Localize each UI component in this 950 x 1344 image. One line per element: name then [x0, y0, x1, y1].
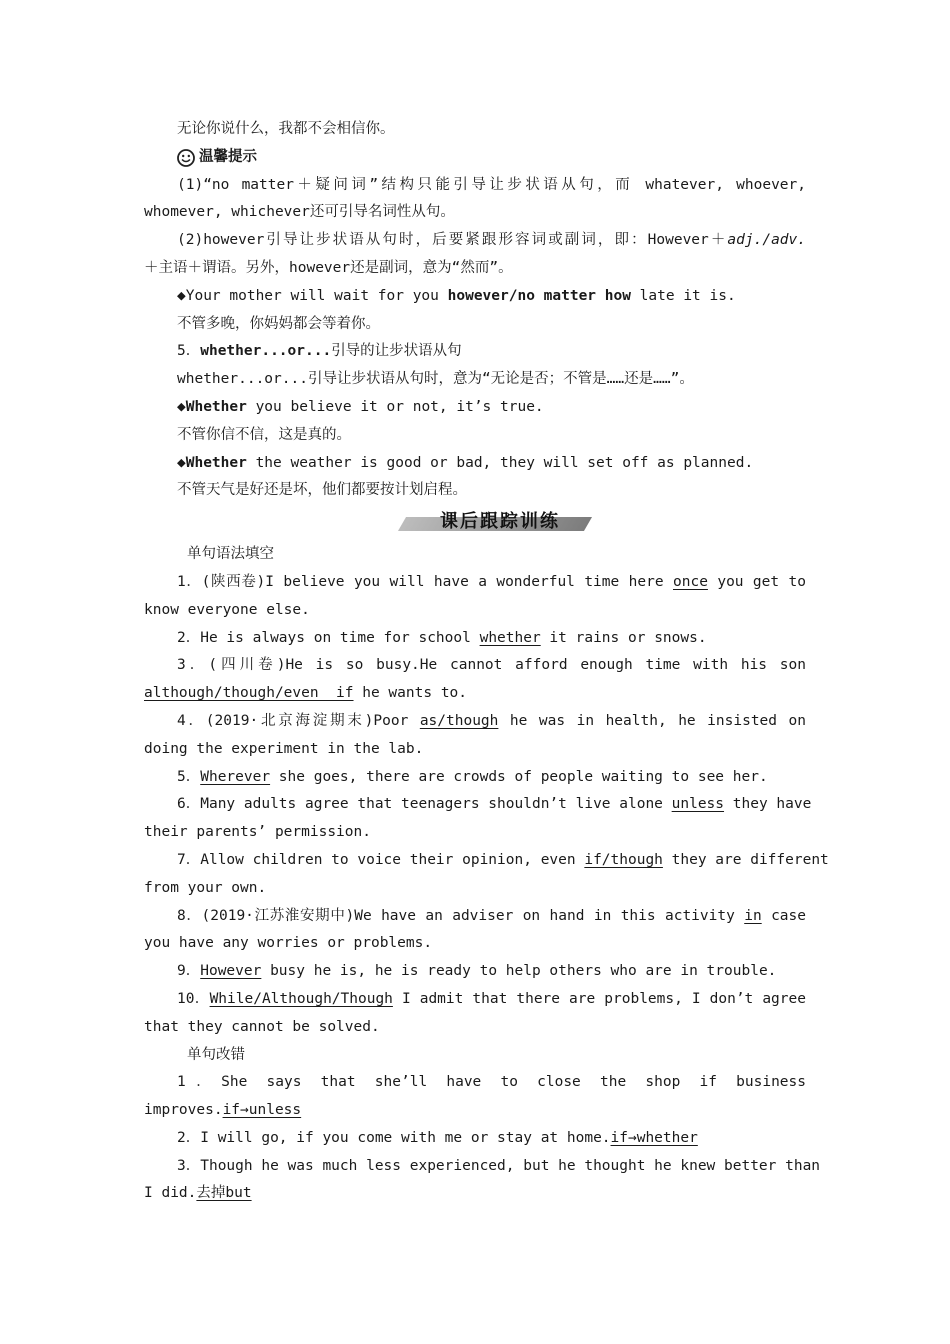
point5-example-1	[144, 394, 806, 422]
point5-example-2	[144, 450, 806, 478]
q9-answer: However	[200, 963, 262, 980]
example-translation: 无论你说什么，我都不会相信你。	[177, 121, 395, 137]
q8-answer: in	[744, 907, 762, 924]
point5-number: 5．	[177, 343, 201, 360]
q6-text-end: they have	[724, 796, 812, 813]
tip-heading	[144, 144, 806, 172]
correct-c2	[144, 1125, 806, 1153]
q9-number: 9．	[177, 963, 201, 980]
banner-title: 课后跟踪训练	[440, 511, 560, 533]
fill-q3-line-1: 3．(四川卷)He is so busy.He cannot afford enough time with his son	[177, 657, 806, 674]
tip-paragraph-2-line-2: ＋主语＋谓语。另外，however还是副词，意为“然而”。	[144, 259, 513, 276]
tip-paragraph-1-line-1: (1)“no matter＋疑问词”结构只能引导让步状语从句，而 whatever, whoever,	[177, 176, 806, 193]
q7-text: 7．Allow children to voice their opinion, even	[177, 851, 585, 868]
q3-answer: although/though/even if	[144, 685, 354, 702]
section-banner	[144, 505, 806, 541]
correct-c3-line-2	[144, 1180, 806, 1208]
q7-answer: if/though	[584, 851, 663, 868]
q1-answer: once	[673, 573, 708, 590]
q8-text-end: case	[761, 907, 806, 924]
c2-answer: if→whether	[610, 1129, 698, 1146]
q2-answer: whether	[479, 629, 541, 646]
q9-text-end: busy he is, he is ready to help others who are in trouble.	[261, 963, 777, 980]
q4-answer: as/though	[419, 712, 499, 729]
fill-q10-line-1	[144, 986, 806, 1014]
q8-text: 8．(2019·江苏淮安期中)We have an adviser on hand in this activity	[177, 907, 745, 924]
banner-graphic	[402, 509, 588, 535]
bullet: ◆	[177, 454, 186, 471]
tip-p2-italic: adj./adv.	[727, 232, 806, 249]
q5-number: 5．	[177, 768, 201, 785]
point5-example-1-rest: you believe it or not, it’s true.	[246, 398, 544, 415]
q2-text-end: it rains or snows.	[540, 629, 707, 646]
fill-q6-line-2: their parents’ permission.	[144, 824, 371, 841]
q5-text-end: she goes, there are crowds of people waiting to see her.	[270, 768, 768, 785]
page-content	[144, 116, 829, 1208]
tip-example	[144, 283, 806, 311]
tip-heading-text: 温馨提示	[199, 148, 257, 165]
c1-text: improves.	[144, 1102, 223, 1119]
correct-c1-line-2	[144, 1097, 806, 1125]
fill-q9	[144, 958, 806, 986]
tip-example-end: late it is.	[630, 287, 736, 304]
q2-text: 2．He is always on time for school	[177, 629, 480, 646]
tip-example-translation: 不管多晚，你妈妈都会等着你。	[177, 315, 380, 332]
c3-text: I did.	[144, 1185, 197, 1202]
tip-paragraph-1-line-2: whomever, whichever还可引导名词性从句。	[144, 204, 455, 221]
fill-q8-line-2: you have any worries or problems.	[144, 935, 433, 952]
q3-text-end: he wants to.	[353, 685, 468, 702]
tip-p2-text: (2)however引导让步状语从句时，后要紧跟形容词或副词，即：However＋	[177, 232, 728, 249]
c3-answer: 去掉but	[196, 1185, 252, 1202]
point5-keyword: whether...or...	[200, 343, 332, 360]
point5-example-2-translation: 不管天气是好还是坏，他们都要按计划启程。	[177, 482, 467, 499]
fill-q1-line-2: know everyone else.	[144, 601, 310, 618]
point5-title: 引导的让步状语从句	[331, 343, 462, 360]
fill-q6-line-1	[144, 791, 812, 819]
point5-example-1-translation: 不管你信不信，这是真的。	[177, 426, 351, 443]
c2-text: 2．I will go, if you come with me or stay at home.	[177, 1129, 611, 1146]
tip-example-start: ◆Your mother will wait for you	[177, 287, 448, 304]
q7-text-end: they are different	[662, 851, 829, 868]
c1-answer: if→unless	[222, 1102, 302, 1119]
fill-q10-line-2: that they cannot be solved.	[144, 1018, 380, 1035]
point5-description: whether...or...引导让步状语从句时，意为“无论是否；不管是……还是……”。	[177, 371, 694, 388]
fill-q2	[144, 625, 806, 653]
q5-answer: Wherever	[200, 768, 271, 785]
fill-q4-line-1	[144, 708, 806, 736]
q6-answer: unless	[671, 796, 725, 813]
q10-text-end: I admit that there are problems, I don’t agree	[392, 990, 806, 1007]
point5-example-1-bold: Whether	[185, 398, 247, 415]
fill-q7-line-1	[144, 847, 829, 875]
fill-q1-line-1	[144, 569, 806, 597]
fill-section-heading: 单句语法填空	[187, 546, 274, 563]
smiley-icon	[177, 149, 195, 167]
fill-q8-line-1	[144, 903, 806, 931]
correct-c1-line-1: 1．She says that she’ll have to close the shop if business	[177, 1074, 806, 1091]
point5-example-2-bold: Whether	[185, 454, 247, 471]
q1-text: 1．(陕西卷)I believe you will have a wonderful time here	[177, 573, 673, 590]
point5-example-2-rest: the weather is good or bad, they will set off as planned.	[246, 454, 754, 471]
bullet: ◆	[177, 398, 186, 415]
tip-paragraph-2-line-1	[144, 227, 806, 255]
fill-q3-line-2	[144, 680, 806, 708]
correct-c3-line-1: 3．Though he was much less experienced, but he thought he knew better than	[177, 1157, 821, 1174]
q6-text: 6．Many adults agree that teenagers shouldn’t live alone	[177, 796, 672, 813]
fill-q4-line-2: doing the experiment in the lab.	[144, 740, 424, 757]
q10-answer: While/Although/Though	[209, 990, 393, 1007]
fill-q7-line-2: from your own.	[144, 879, 267, 896]
tip-example-bold: however/no matter how	[447, 287, 631, 304]
q1-text-end: you get to	[707, 573, 806, 590]
q4-text: 4．(2019·北京海淀期末)Poor	[177, 712, 420, 729]
fill-q5	[144, 764, 806, 792]
q4-text-end: he was in health, he insisted on	[498, 712, 806, 729]
correct-section-heading: 单句改错	[187, 1046, 245, 1063]
q10-number: 10．	[177, 990, 210, 1007]
point5-heading	[144, 338, 806, 366]
